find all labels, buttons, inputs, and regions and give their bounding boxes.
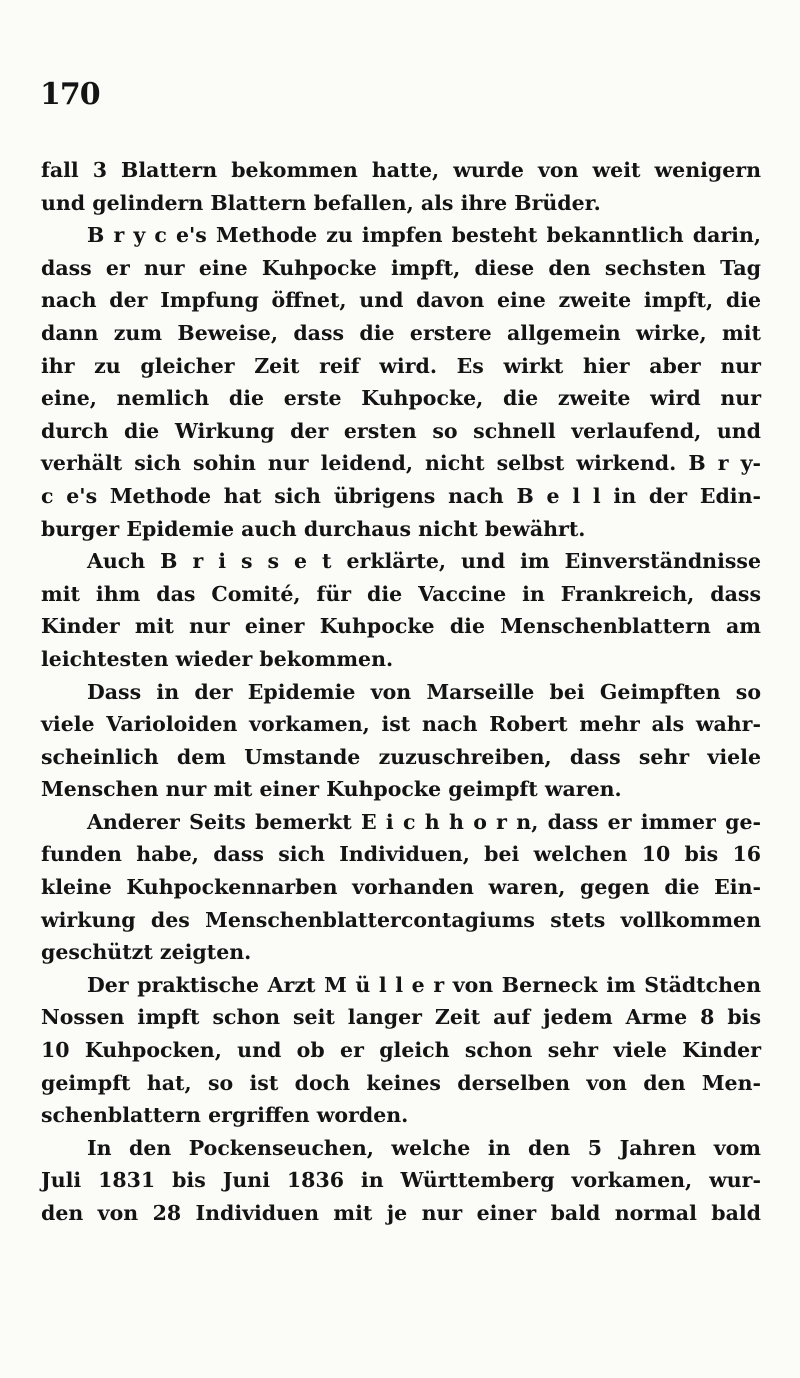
text-line: verhält sich sohin nur leidend, nicht selbst wirkend. B r y- [41,451,761,476]
text-line: burger Epidemie auch durchaus nicht bewährt. [41,516,586,541]
text-line: 10 Kuhpocken, und ob er gleich schon sehr viele Kinder [41,1038,761,1063]
text-line: Dass in der Epidemie von Marseille bei Geimpften so [87,679,761,704]
text-line: den von 28 Individuen mit je nur einer bald normal bald [41,1201,761,1225]
text-line: In den Pockenseuchen, welche in den 5 Jahren vom [87,1135,761,1160]
text-line: fall 3 Blattern bekommen hatte, wurde von weit wenigern [41,158,761,182]
body-text [41,154,761,1230]
text-line: leichtesten wieder bekommen. [41,646,394,671]
text-line: geimpft hat, so ist doch keines derselben von den Men- [41,1070,761,1095]
text-line: mit ihm das Comité, für die Vaccine in Frankreich, dass [41,581,761,606]
paragraph [41,969,761,1132]
paragraph [41,806,761,969]
text-line: Nossen impft schon seit langer Zeit auf jedem Arme 8 bis [41,1005,761,1030]
text-line: B r y c e's Methode zu impfen besteht bekanntlich darin, [87,223,761,248]
text-line: dann zum Beweise, dass die erstere allgemein wirke, mit [41,320,761,345]
text-line: viele Varioloiden vorkamen, ist nach Robert mehr als wahr- [41,712,761,737]
text-line: eine, nemlich die erste Kuhpocke, die zweite wird nur [41,386,761,411]
text-line: Juli 1831 bis Juni 1836 in Württemberg vorkamen, wur- [41,1168,761,1193]
text-line: Menschen nur mit einer Kuhpocke geimpft waren. [41,777,622,802]
text-line: scheinlich dem Umstande zuzuschreiben, dass sehr viele [41,744,761,769]
text-line: ihr zu gleicher Zeit reif wird. Es wirkt hier aber nur [41,353,761,378]
paragraph [41,1132,761,1230]
text-line: Auch B r i s s e t erklärte, und im Einverständnisse [87,549,761,574]
text-line: Der praktische Arzt M ü l l e r von Berneck im Städtchen [87,972,761,997]
text-line: funden habe, dass sich Individuen, bei welchen 10 bis 16 [41,842,761,867]
text-line: kleine Kuhpockennarben vorhanden waren, gegen die Ein- [41,875,761,900]
text-line: nach der Impfung öffnet, und davon eine zweite impft, die [41,288,761,313]
text-line: schenblattern ergriffen worden. [41,1103,409,1128]
text-line: dass er nur eine Kuhpocke impft, diese den sechsten Tag [41,255,761,280]
text-line: Kinder mit nur einer Kuhpocke die Menschenblattern am [41,614,761,639]
paragraph [41,219,761,545]
text-line: und gelindern Blattern befallen, als ihre Brüder. [41,190,601,215]
text-line: geschützt zeigten. [41,940,252,965]
text-line: durch die Wirkung der ersten so schnell verlaufend, und [41,418,761,443]
text-line: wirkung des Menschenblattercontagiums stets vollkommen [41,907,761,932]
page-number: 170 [40,77,100,112]
paragraph [41,676,761,806]
paragraph [41,154,761,219]
text-line: c e's Methode hat sich übrigens nach B e l l in der Edin- [41,483,761,508]
text-line: Anderer Seits bemerkt E i c h h o r n, dass er immer ge- [87,809,761,834]
paragraph [41,545,761,675]
